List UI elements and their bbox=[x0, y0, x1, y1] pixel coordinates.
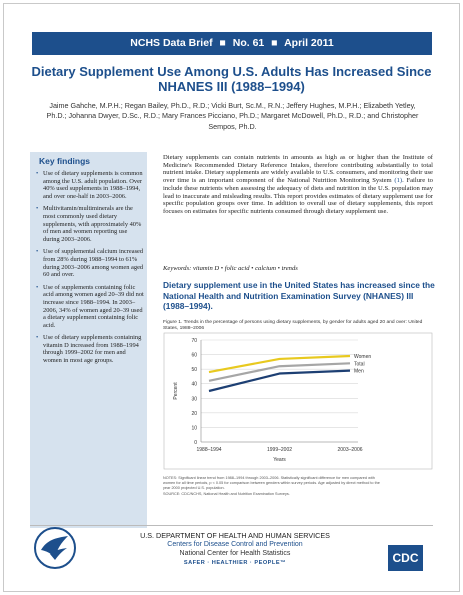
x-axis-label: Years bbox=[273, 457, 286, 463]
y-tick-label: 20 bbox=[191, 410, 197, 417]
note-line: women for all time periods, p < 0.05 for comparison between genders within survey periods. Age adjusted by direct method to the bbox=[163, 481, 380, 486]
footer-department-block bbox=[130, 531, 340, 568]
key-finding-item: • Use of dietary supplements containing vitamin D increased from 1988–1994 through 1999–2002 for men and women in most age groups. bbox=[36, 334, 144, 364]
y-tick-label: 50 bbox=[191, 367, 197, 374]
intro-text: . Failure to include these nutrients when assessing the adequacy of diets and nutrition in the U.S. population may lead to inaccurate and misleading results. This report provides estimates of dietary supplement use for specific population groups over time. In addition to overall use of dietary supplements, this report focuses on estimates for specific nutrients consumed through dietary supplement use. bbox=[163, 177, 433, 215]
brief-date: April 2011 bbox=[284, 37, 334, 49]
series-label: Women bbox=[354, 354, 372, 361]
y-tick-label: 10 bbox=[191, 425, 197, 432]
key-finding-item: • Use of supplements containing folic acid among women aged 20–39 did not increase since 1988–1994. In 2003–2006, 34% of women aged 20–39 used a dietary supplement containing folic acid. bbox=[36, 284, 144, 330]
data-brief-header bbox=[32, 32, 432, 55]
section-heading: Dietary supplement use in the United States has increased since the National Health and Nutrition Examination Survey (NHANES) III (1988–1994). bbox=[163, 280, 435, 311]
series-label: Men bbox=[354, 368, 364, 375]
reference-link[interactable]: (1) bbox=[394, 177, 403, 185]
x-tick-label: 1988–1994 bbox=[196, 447, 222, 453]
document-title: Dietary Supplement Use Among U.S. Adults Has Increased Since NHANES III (1988–1994) bbox=[31, 64, 432, 94]
footer-divider bbox=[30, 525, 433, 526]
department-name: U.S. DEPARTMENT OF HEALTH AND HUMAN SERVICES bbox=[140, 531, 330, 540]
cdc-name: Centers for Disease Control and Prevention bbox=[167, 541, 303, 549]
y-tick-label: 70 bbox=[191, 338, 197, 344]
y-axis-label: Percent bbox=[173, 382, 179, 400]
x-tick-label: 2003–2006 bbox=[337, 447, 363, 453]
supplement-use-line-chart bbox=[163, 332, 435, 472]
header-separator: ■ bbox=[271, 37, 278, 49]
intro-text: Dietary supplements can contain nutrients in amounts as high as or higher than the Institute of Medicine's Recommended Dietary Reference Intakes, therefore contributing substantially to total nutrient intake. Dietary supplements are widely available to U.S. consumers, and monitoring their use over time is an important component of the National Nutrition Monitoring System bbox=[163, 154, 433, 185]
y-tick-label: 40 bbox=[191, 381, 197, 388]
cdc-slogan: SAFER · HEALTHIER · PEOPLE™ bbox=[183, 559, 287, 566]
key-finding-item: • Use of dietary supplements is common among the U.S. adult population. Over 40% used supplements in 1988–1994, and over one-half in 2003–2006. bbox=[36, 170, 144, 200]
key-findings-title: Key findings bbox=[39, 156, 91, 166]
note-line: SOURCE: CDC/NCHS, National Health and Nutrition Examination Surveys. bbox=[163, 491, 290, 496]
y-tick-label: 30 bbox=[191, 396, 197, 403]
cdc-logo-icon: CDC bbox=[388, 545, 423, 571]
author-list: Jaime Gahche, M.P.H.; Regan Bailey, Ph.D., R.D.; Vicki Burt, Sc.M., R.N.; Jeffery Hughes, M.P.H.; Elizabeth Yetley, Ph.D.; Johanna Dwyer, D.Sc., R.D.; Mary Frances Picciano, Ph.D.; Margaret McDowell, Ph.D., R.D.; and Christopher Sempos, Ph.D. bbox=[46, 101, 419, 131]
series-name: NCHS Data Brief bbox=[130, 37, 213, 49]
note-line: NOTES: Significant linear trend from 1988–1994 through 2003–2006. Statistically significant difference for men compared with bbox=[163, 476, 375, 480]
series-label: Total bbox=[354, 361, 365, 368]
key-finding-item: • Use of supplemental calcium increased from 28% during 1988–1994 to 61% during 2003–2006 among women aged 60 and over. bbox=[36, 248, 144, 278]
hhs-eagle-logo-icon bbox=[30, 524, 80, 572]
keywords: Keywords: vitamin D • folic acid • calcium • trends bbox=[163, 265, 298, 272]
nchs-name: National Center for Health Statistics bbox=[179, 550, 291, 558]
key-finding-item: • Multivitamin/multiminerals are the most commonly used dietary supplements, with approximately 40% of men and women reporting use during 2003–2006. bbox=[36, 205, 144, 243]
figure-notes bbox=[163, 476, 435, 497]
y-tick-label: 60 bbox=[191, 352, 197, 359]
x-tick-label: 1999–2002 bbox=[266, 447, 293, 453]
figure-caption: Figure 1. Trends in the percentage of persons using dietary supplements, by gender for adults aged 20 and over: United States, 1988–2006 bbox=[163, 320, 423, 331]
key-findings-list bbox=[36, 170, 144, 370]
header-separator: ■ bbox=[219, 37, 226, 49]
intro-paragraph bbox=[163, 154, 433, 216]
y-tick-label: 0 bbox=[194, 440, 197, 446]
brief-number: No. 61 bbox=[232, 37, 265, 49]
note-line: year 2000 projected U.S. population. bbox=[163, 486, 225, 491]
